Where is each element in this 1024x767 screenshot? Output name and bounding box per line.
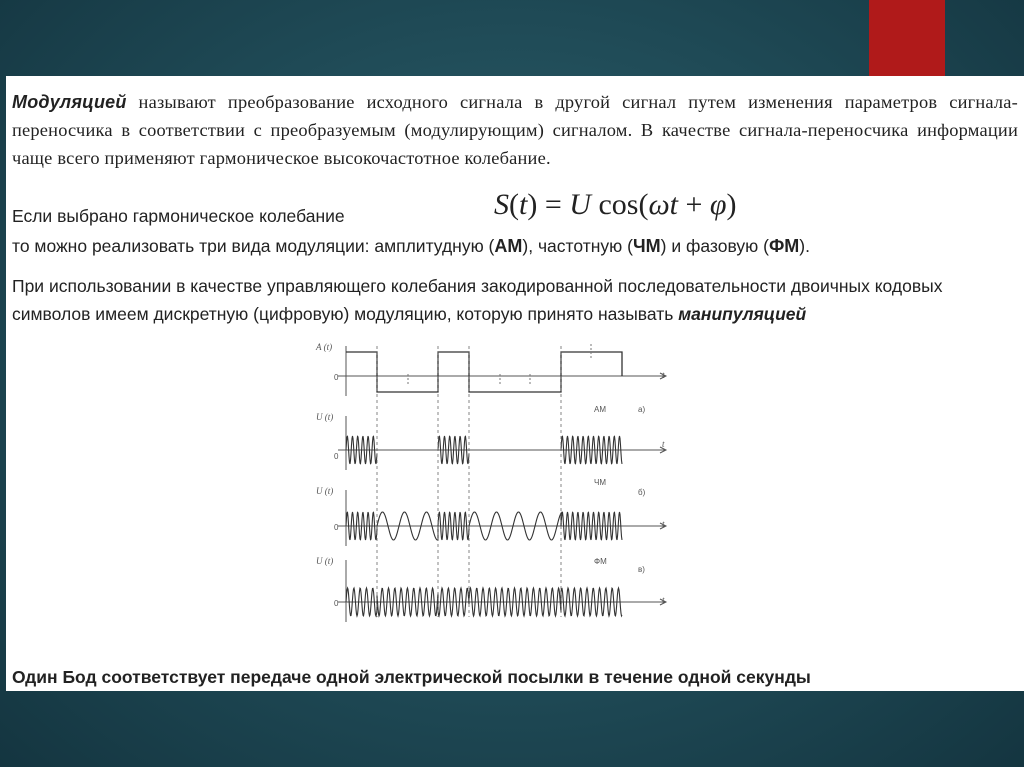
diagram-signals [346,344,622,616]
harmonic-sentence: Если выбрано гармоническое колебание [12,206,345,226]
formula-phi: φ [709,188,727,221]
label-am: АМ [594,405,606,414]
signal-formula [494,188,737,222]
abbr-fm: ФМ [768,236,800,256]
types-prefix: то можно реализовать три вида модуляции: амплитудную ( [12,236,495,256]
manipulation-text: При использовании в качестве управляющего колебания закодированной последовательности двоичных кодовых символов имеем дискретную (цифровую) модуляцию, которую принято называть [12,276,943,324]
label-t-2: t [662,439,665,449]
modulation-definition [12,88,1018,172]
modulation-types-sentence [12,234,810,258]
label-t-3: t [662,519,665,529]
formula-bracket-close: ) [726,188,737,221]
formula-eq: = [537,188,570,221]
formula-plus: + [677,188,710,221]
formula-bracket-open: ( [638,188,649,221]
baud-definition: Один Бод соответствует передаче одной электрической посылки в течение одной секунды [12,667,811,687]
label-fm: ФМ [594,557,607,566]
formula-cos: cos [590,188,639,221]
digital-signal [346,352,622,392]
slide-footer-band [0,691,1024,767]
label-a-axis: A (t) [316,342,333,352]
abbr-am: АМ [494,236,523,256]
definition-text: называют преобразование исходного сигнала в другой сигнал путем изменения параметров сигнала-переносчика в соответствии с преобразуемым (модулирующим) сигналом. В качестве сигнала-переносчика информации чаще всего применяют гармоническое высокочастотное колебание. [12,92,1018,168]
formula-u: U [569,188,591,221]
label-u-axis-2: U (t) [316,486,334,496]
abbr-chm: ЧМ [632,236,661,256]
label-zero-2: 0 [334,452,339,461]
formula-s: S [494,188,509,221]
red-accent-block [869,0,945,76]
manipulation-paragraph [12,272,1018,328]
label-t-1: t [662,370,665,380]
formula-t2: t [669,188,678,221]
modulation-diagram [298,342,708,667]
label-zero-1: 0 [334,373,339,382]
label-u-axis-1: U (t) [316,412,334,422]
label-t-4: t [662,595,665,605]
label-a: а) [638,405,646,414]
formula-omega: ω [648,188,670,221]
term-manipulation: манипуляцией [678,304,807,324]
label-zero-4: 0 [334,599,339,608]
slide-content [6,76,1024,691]
diagram-axes [338,346,666,622]
label-v: в) [638,565,645,574]
label-chm: ЧМ [594,478,606,487]
types-mid2: ) и фазовую ( [660,236,769,256]
types-mid1: ), частотную ( [522,236,633,256]
formula-paren-close: ) [527,188,538,221]
formula-t1: t [519,188,528,221]
term-modulation: Модуляцией [12,92,127,112]
types-suffix: ). [799,236,810,256]
label-u-axis-3: U (t) [316,556,334,566]
formula-paren-open: ( [509,188,519,221]
label-zero-3: 0 [334,523,339,532]
label-b: б) [638,488,646,497]
